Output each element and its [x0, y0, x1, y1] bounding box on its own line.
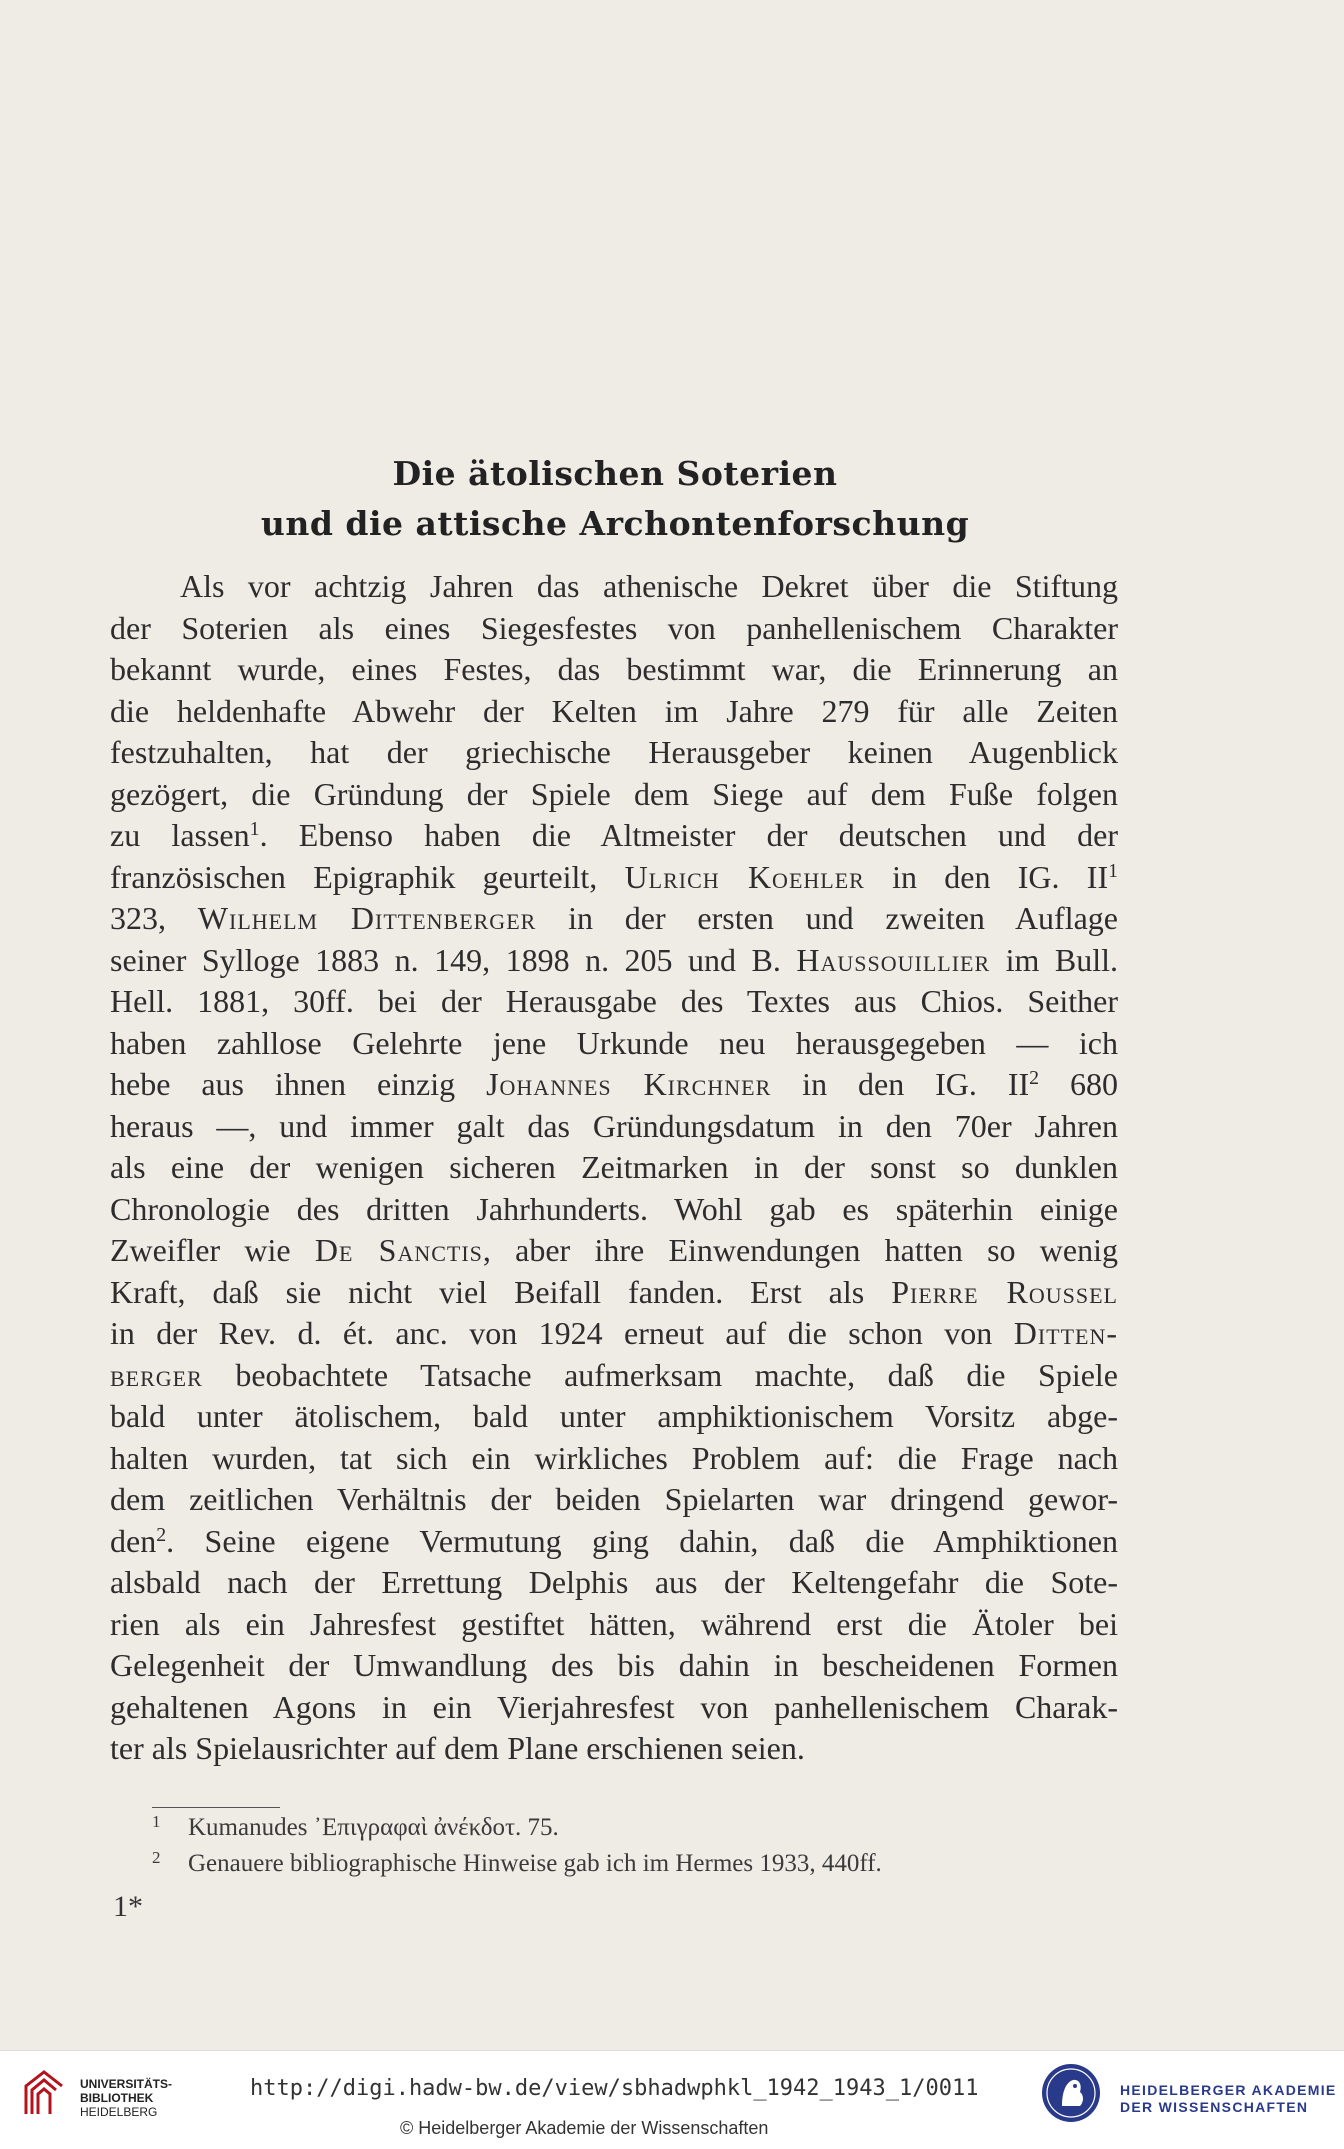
footnote-text: Kumanudes ᾿Επιγραφαὶ ἀνέκδοτ. 75. — [188, 1814, 559, 1841]
text-line: rien als ein Jahresfest gestiftet hätten, während erst die Ätoler bei — [110, 1605, 1118, 1642]
author-name: Johannes Kirchner — [486, 1066, 772, 1102]
text-line: gezögert, die Gründung der Spiele dem Siege auf dem Fuße folgen — [110, 775, 1118, 812]
footnote-reference: 1 — [1108, 859, 1119, 882]
text-line: Gelegenheit der Umwandlung des bis dahin in bescheidenen Formen — [110, 1647, 1118, 1683]
footnote — [152, 1850, 1152, 1878]
academy-name — [1120, 2082, 1337, 2116]
text-line: berger beobachtete Tatsache aufmerksam machte, daß die Spiele — [110, 1356, 1118, 1393]
body-paragraph — [110, 566, 1118, 1770]
footnote-number: 1 — [152, 1812, 161, 1831]
author-name: Ulrich Koehler — [624, 858, 865, 895]
academy-line-1: HEIDELBERGER AKADEMIE — [1120, 2082, 1337, 2098]
ub-line-2: BIBLIOTHEK — [80, 2091, 154, 2105]
text-line: der Soterien als eines Siegesfestes von panhellenischem Charakter — [110, 609, 1118, 646]
text-line: Als vor achtzig Jahren das athenische Dekret über die Stiftung — [180, 568, 1118, 604]
text-line: seiner Sylloge 1883 n. 149, 1898 n. 205 und B. Haussouillier im Bull. — [110, 941, 1119, 978]
text-line: die heldenhafte Abwehr der Kelten im Jahre 279 für alle Zeiten — [110, 692, 1118, 729]
text-line: hebe aus ihnen einzig Johannes Kirchner in den IG. $II^2$ 680 — [110, 1066, 1119, 1102]
text-line: haben zahllose Gelehrte jene Urkunde neu herausgegeben — ich — [110, 1024, 1118, 1061]
text-line: bekannt wurde, eines Festes, das bestimmt war, die Erinnerung an — [110, 651, 1118, 687]
footnote-reference: 1 — [249, 818, 260, 841]
text-line: Chronologie des dritten Jahrhunderts. Wohl gab es späterhin einige — [110, 1190, 1118, 1227]
copyright-notice: © Heidelberger Akademie der Wissenschaften — [400, 2118, 769, 2138]
text-line: dem zeitlichen Verhältnis der beiden Spielarten war dringend gewor- — [110, 1481, 1118, 1517]
text-line: 323, Wilhelm Dittenberger in der ersten und zweiten Auflage — [110, 900, 1119, 936]
text-line: französischen Epigraphik geurteilt, Ulrich Koehler in den IG. $II^1$ — [110, 858, 1119, 895]
permalink-url[interactable]: http://digi.hadw-bw.de/view/sbhadwphkl_1942_1943_1/0011 — [250, 2076, 979, 2101]
text-line: in der Rev. d. ét. anc. von 1924 erneut auf die schon von Ditten- — [110, 1315, 1118, 1351]
text-line: Hell. 1881, 30ff. bei der Herausgabe des Textes aus Chios. Seither — [110, 983, 1118, 1019]
text-line: festzuhalten, hat der griechische Herausgeber keinen Augenblick — [110, 734, 1118, 770]
page-title: Die ätolischen Soterien — [392, 454, 838, 493]
footnote-number: 2 — [152, 1848, 161, 1867]
academy-line-2: DER WISSENSCHAFTEN — [1120, 2099, 1309, 2115]
author-name: De Sanctis — [314, 1232, 483, 1268]
text-line: bald unter ätolischem, bald unter amphiktionischem Vorsitz abge- — [110, 1398, 1118, 1434]
text-line: zu lassen$^1$. Ebenso haben die Altmeister der deutschen und der — [110, 817, 1119, 853]
author-name: Pierre Roussel — [891, 1273, 1118, 1310]
ub-line-1: UNIVERSITÄTS- — [80, 2077, 173, 2091]
academy-seal-icon — [1040, 2062, 1102, 2124]
text-line: ter als Spielausrichter auf dem Plane erschienen seien. — [110, 1730, 805, 1766]
text-line: den$^2$. Seine eigene Vermutung ging dahin, daß die Amphiktionen — [110, 1522, 1118, 1559]
text-line: als eine der wenigen sicheren Zeitmarken in der sonst so dunklen — [110, 1149, 1118, 1185]
text-line: Zweifler wie De Sanctis, aber ihre Einwendungen hatten so wenig — [110, 1232, 1119, 1268]
text-line: gehaltenen Agons in ein Vierjahresfest von panhellenischem Charak- — [110, 1688, 1118, 1725]
footnote-text: Genauere bibliographische Hinweise gab ich im Hermes 1933, 440ff. — [188, 1850, 882, 1877]
page-subtitle: und die attische Archontenforschung — [260, 504, 970, 543]
footnote — [152, 1814, 1152, 1842]
ub-line-3: HEIDELBERG — [80, 2105, 158, 2119]
footnote-reference: 2 — [156, 1523, 167, 1546]
text-line: Kraft, daß sie nicht viel Beifall fanden. Erst als Pierre Roussel — [110, 1273, 1118, 1310]
footnote-divider — [152, 1807, 280, 1808]
author-name: Haussouillier — [796, 941, 991, 978]
author-name: berger — [110, 1356, 203, 1393]
university-library-name — [80, 2077, 172, 2119]
author-name: Ditten- — [1013, 1315, 1118, 1351]
text-line: halten wurden, tat sich ein wirkliches Problem auf: die Frage nach — [110, 1439, 1118, 1476]
footnote-reference: 2 — [1029, 1067, 1040, 1090]
text-line: heraus —, und immer galt das Gründungsdatum in den 70er Jahren — [110, 1107, 1118, 1144]
text-line: alsbald nach der Errettung Delphis aus der Keltengefahr die Sote- — [110, 1564, 1118, 1600]
author-name: Wilhelm Dittenberger — [197, 900, 537, 936]
university-library-logo-icon — [14, 2064, 70, 2120]
signature-mark: 1* — [113, 1890, 143, 1923]
